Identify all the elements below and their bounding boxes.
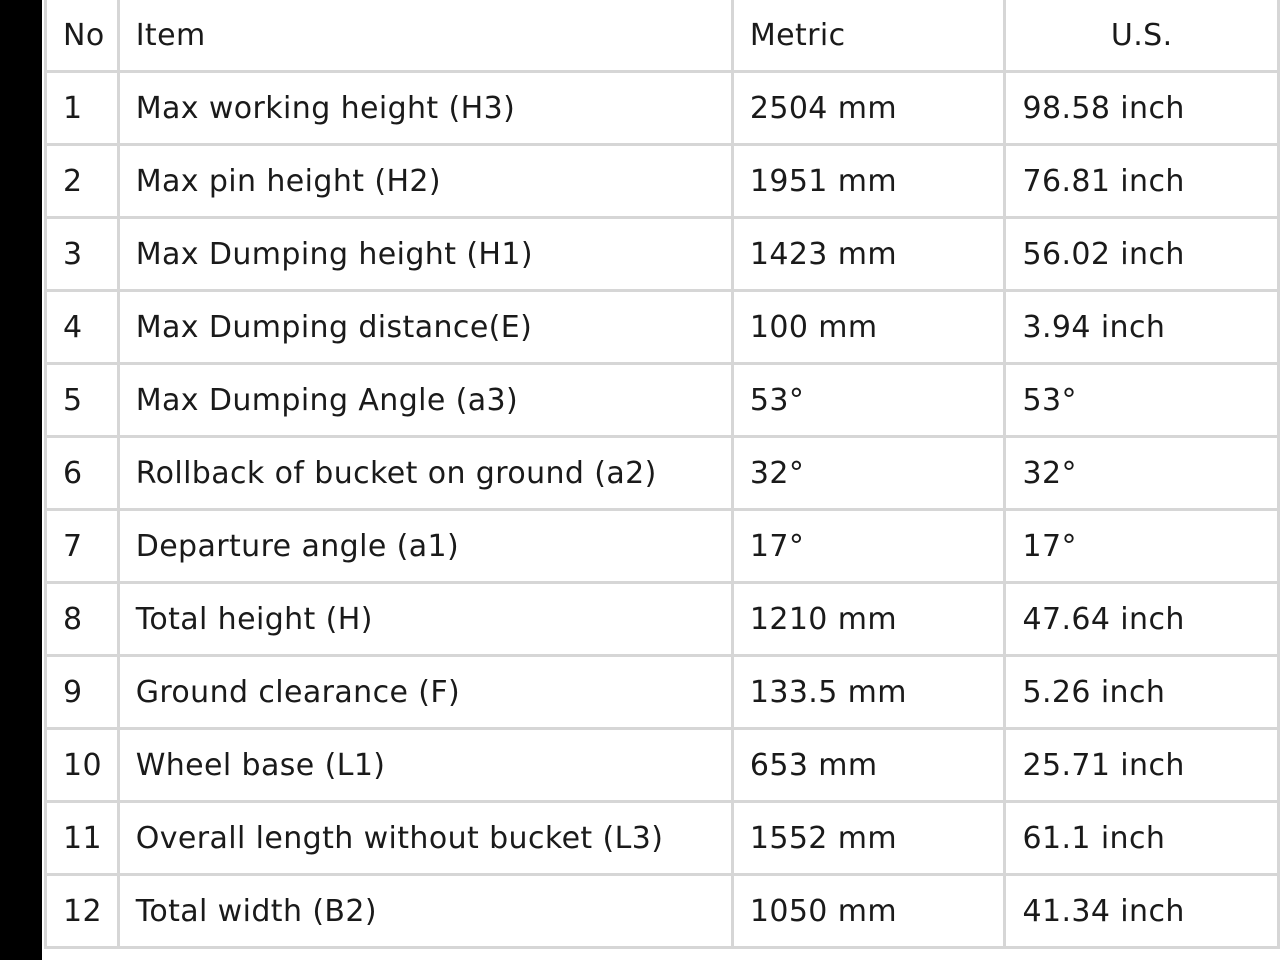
table-row <box>46 510 1279 583</box>
table-header-row <box>46 0 1279 72</box>
table-row <box>46 583 1279 656</box>
cell-item: Total height (H) <box>118 583 732 656</box>
cell-us: 32° <box>1005 437 1279 510</box>
cell-us: 56.02 inch <box>1005 218 1279 291</box>
specifications-table <box>44 0 1280 949</box>
cell-metric: 1951 mm <box>732 145 1005 218</box>
cell-item: Rollback of bucket on ground (a2) <box>118 437 732 510</box>
cell-metric: 1050 mm <box>732 875 1005 948</box>
cell-us: 53° <box>1005 364 1279 437</box>
header-no: No <box>46 0 119 72</box>
table-row <box>46 875 1279 948</box>
cell-no: 7 <box>46 510 119 583</box>
table-row <box>46 729 1279 802</box>
cell-no: 3 <box>46 218 119 291</box>
table-row <box>46 291 1279 364</box>
cell-item: Overall length without bucket (L3) <box>118 802 732 875</box>
cell-us: 76.81 inch <box>1005 145 1279 218</box>
cell-item: Total width (B2) <box>118 875 732 948</box>
table-row <box>46 72 1279 145</box>
header-item: Item <box>118 0 732 72</box>
cell-no: 1 <box>46 72 119 145</box>
cell-no: 6 <box>46 437 119 510</box>
cell-item: Departure angle (a1) <box>118 510 732 583</box>
header-metric: Metric <box>732 0 1005 72</box>
cell-metric: 2504 mm <box>732 72 1005 145</box>
table-row <box>46 656 1279 729</box>
cell-metric: 653 mm <box>732 729 1005 802</box>
cell-no: 5 <box>46 364 119 437</box>
cell-metric: 1210 mm <box>732 583 1005 656</box>
table-body <box>46 72 1279 948</box>
cell-item: Ground clearance (F) <box>118 656 732 729</box>
cell-item: Wheel base (L1) <box>118 729 732 802</box>
cell-metric: 133.5 mm <box>732 656 1005 729</box>
cell-metric: 17° <box>732 510 1005 583</box>
table-row <box>46 364 1279 437</box>
cell-no: 12 <box>46 875 119 948</box>
cell-us: 17° <box>1005 510 1279 583</box>
header-us: U.S. <box>1005 0 1279 72</box>
cell-item: Max pin height (H2) <box>118 145 732 218</box>
table-row <box>46 145 1279 218</box>
cell-no: 2 <box>46 145 119 218</box>
cell-no: 9 <box>46 656 119 729</box>
cell-no: 11 <box>46 802 119 875</box>
cell-metric: 1423 mm <box>732 218 1005 291</box>
cell-us: 61.1 inch <box>1005 802 1279 875</box>
table-row <box>46 802 1279 875</box>
cell-no: 4 <box>46 291 119 364</box>
cell-metric: 1552 mm <box>732 802 1005 875</box>
cell-metric: 53° <box>732 364 1005 437</box>
cell-us: 25.71 inch <box>1005 729 1279 802</box>
cell-metric: 100 mm <box>732 291 1005 364</box>
cell-item: Max Dumping Angle (a3) <box>118 364 732 437</box>
cell-us: 47.64 inch <box>1005 583 1279 656</box>
cell-item: Max working height (H3) <box>118 72 732 145</box>
cell-no: 10 <box>46 729 119 802</box>
table-row <box>46 218 1279 291</box>
cell-us: 41.34 inch <box>1005 875 1279 948</box>
cell-us: 5.26 inch <box>1005 656 1279 729</box>
cell-item: Max Dumping distance(E) <box>118 291 732 364</box>
table-row <box>46 437 1279 510</box>
cell-us: 98.58 inch <box>1005 72 1279 145</box>
cell-us: 3.94 inch <box>1005 291 1279 364</box>
cell-item: Max Dumping height (H1) <box>118 218 732 291</box>
cell-no: 8 <box>46 583 119 656</box>
cell-metric: 32° <box>732 437 1005 510</box>
